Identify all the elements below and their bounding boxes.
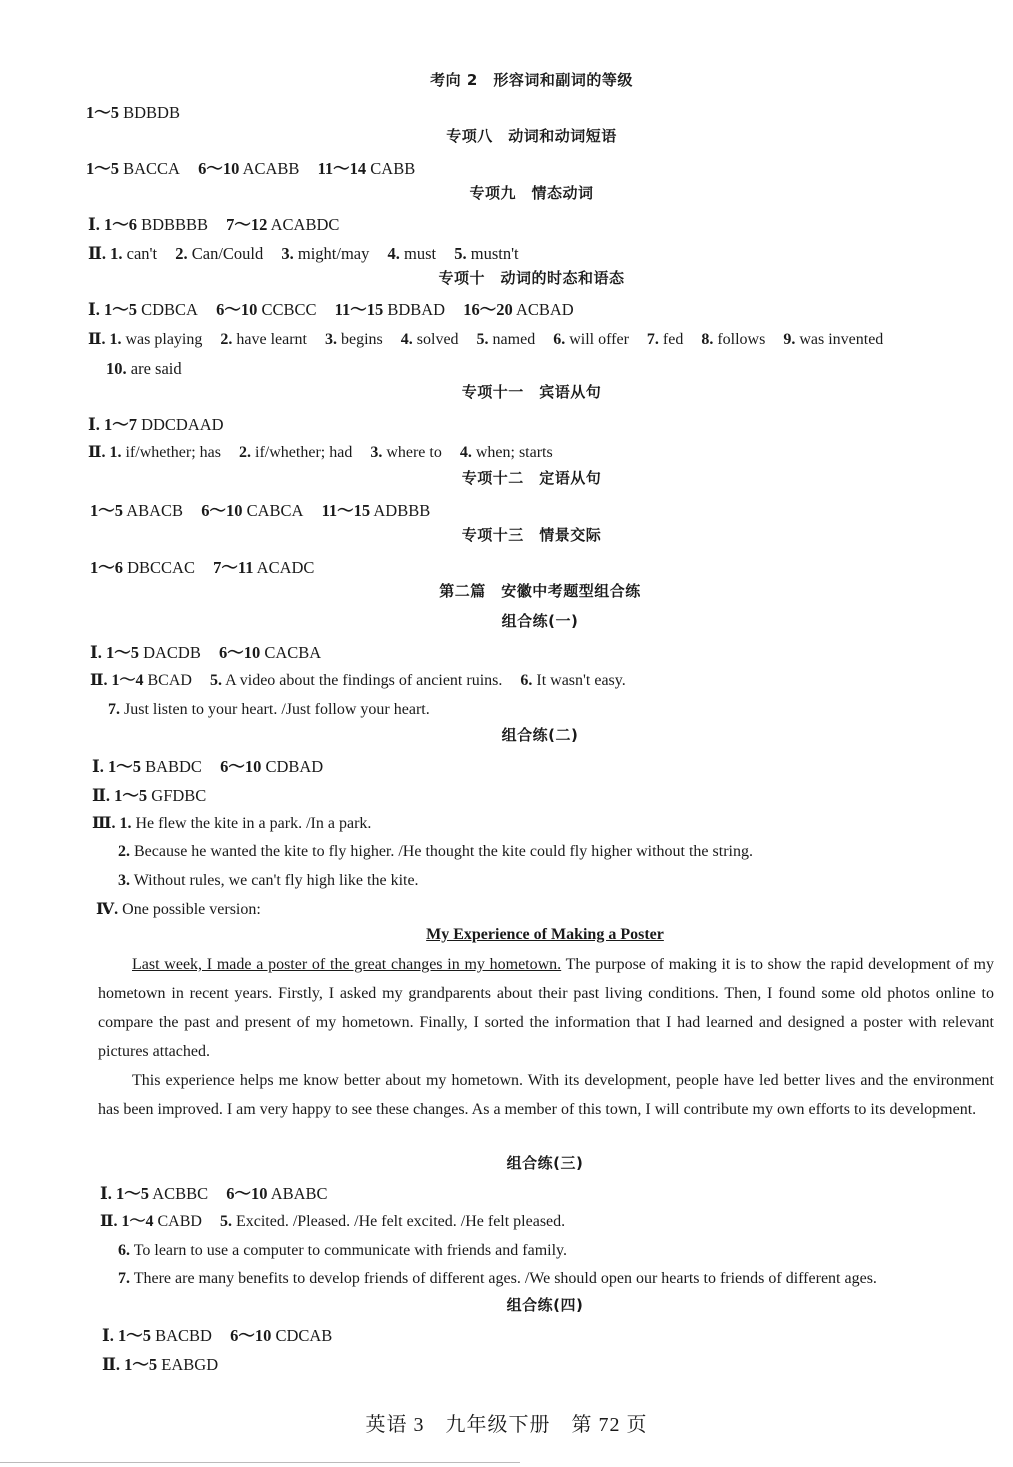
answer-text: Because he wanted the kite to fly higher. /He thought the kite could fly higher without the string. <box>134 843 753 860</box>
answer-key: ADBBB <box>373 501 431 520</box>
item-number: 3. <box>281 244 294 263</box>
answer-key: ACABB <box>242 159 300 178</box>
page-footer: 英语 3 九年级下册 第 72 页 <box>365 1414 648 1436</box>
answer-line <box>92 785 206 807</box>
answer-text: if/whether; has <box>125 444 222 461</box>
roman-numeral: Ⅰ. <box>88 415 100 434</box>
answer-key: BDBBBB <box>141 215 209 234</box>
item-range: 6～10 <box>216 300 258 319</box>
exercise-heading: 组合练(四) <box>506 1296 584 1314</box>
item-range: 1～4 <box>121 1213 154 1230</box>
item-range: 1～5 <box>124 1355 158 1374</box>
answer-text: named <box>492 331 536 348</box>
answer-key: CDBAD <box>265 757 324 776</box>
exercise-heading: 组合练(三) <box>506 1154 584 1172</box>
answer-text: One possible version: <box>122 901 261 918</box>
answer-key: ACADC <box>256 558 315 577</box>
item-number: 2. <box>239 444 252 461</box>
answer-key: CDBCA <box>141 300 198 319</box>
answer-text: if/whether; had <box>255 444 353 461</box>
answer-text: are said <box>130 359 182 378</box>
item-range: 1～6 <box>90 558 123 577</box>
section-heading: 专项十二 定语从句 <box>461 469 602 487</box>
item-range: 1～6 <box>103 215 137 234</box>
answer-key: DDCDAAD <box>141 415 224 434</box>
item-range: 1～5 <box>114 786 148 805</box>
answer-text: fed <box>662 331 684 348</box>
answer-line <box>90 500 444 522</box>
answer-key: ACBAD <box>515 300 574 319</box>
answer-text: might/may <box>297 244 370 263</box>
item-number: 1. <box>109 444 122 461</box>
answer-key: CACBA <box>264 643 322 662</box>
essay-topic-sentence: Last week, I made a poster of the great changes in my hometown. <box>132 956 562 973</box>
answer-line <box>118 870 419 892</box>
answer-key: CDCAB <box>275 1326 333 1345</box>
item-number: 4. <box>400 331 413 348</box>
item-range: 1～5 <box>90 501 123 520</box>
item-range: 1～5 <box>86 103 119 122</box>
answer-line <box>86 102 180 124</box>
section-heading: 专项十一 宾语从句 <box>461 383 602 401</box>
roman-numeral: Ⅱ. <box>88 244 107 263</box>
answer-text: can't <box>126 244 158 263</box>
answer-line <box>118 1240 567 1262</box>
roman-numeral: Ⅳ. <box>96 901 119 918</box>
answer-text: There are many benefits to develop friends of different ages. /We should open our hearts to friends of different ages. <box>133 1270 877 1287</box>
answer-text: where to <box>386 444 442 461</box>
answer-key: ACBBC <box>152 1184 209 1203</box>
item-range: 1～5 <box>86 159 119 178</box>
answer-line <box>88 442 567 464</box>
answer-line <box>96 899 261 921</box>
item-number: 5. <box>219 1213 232 1230</box>
item-number: 6. <box>520 672 533 689</box>
item-range: 7～12 <box>226 215 268 234</box>
answer-line <box>108 699 430 721</box>
answer-key: BABDC <box>145 757 202 776</box>
roman-numeral: Ⅱ. <box>88 331 106 348</box>
item-number: 6. <box>553 331 566 348</box>
item-range: 1～5 <box>107 757 141 776</box>
item-range: 11～15 <box>321 501 371 520</box>
item-range: 1～5 <box>117 1326 151 1345</box>
answer-key: ABACB <box>126 501 184 520</box>
answer-line <box>118 1268 877 1290</box>
answer-text: Excited. /Pleased. /He felt excited. /He felt pleased. <box>235 1213 566 1230</box>
item-range: 1～5 <box>115 1184 149 1203</box>
answer-line <box>90 642 335 664</box>
bottom-rule <box>0 1462 520 1463</box>
exercise-heading: 组合练(一) <box>501 612 579 630</box>
item-range: 11～14 <box>317 159 367 178</box>
answer-text: mustn't <box>470 244 519 263</box>
exercise-heading: 组合练(二) <box>501 726 579 744</box>
item-number: 7. <box>646 331 659 348</box>
essay-paragraph <box>98 1066 994 1124</box>
answer-line <box>88 214 353 236</box>
item-number: 6. <box>118 1242 130 1259</box>
answer-key: BDBDB <box>123 103 180 122</box>
essay-body-text: This experience helps me know better about my hometown. With its development, people have led better lives and the environment has been improved. I am very happy to see these changes. As a member of this town, I will contribute my own efforts to its development. <box>98 1072 994 1118</box>
answer-line <box>102 1354 218 1376</box>
item-range: 1～4 <box>111 672 144 689</box>
answer-key: BCAD <box>147 672 192 689</box>
item-number: 9. <box>783 331 796 348</box>
item-range: 1～7 <box>103 415 137 434</box>
answer-text: have learnt <box>236 331 307 348</box>
answer-key: GFDBC <box>151 786 207 805</box>
roman-numeral: Ⅰ. <box>100 1184 112 1203</box>
answer-text: To learn to use a computer to communicate with friends and family. <box>133 1242 567 1259</box>
answer-text: begins <box>340 331 383 348</box>
item-range: 11～15 <box>334 300 384 319</box>
item-range: 6～10 <box>230 1326 272 1345</box>
answer-key: DBCCAC <box>127 558 195 577</box>
item-number: 3. <box>324 331 337 348</box>
essay-body-text: The purpose of making it is to show the rapid development of my hometown in recent years. Firstly, I asked my grandparents about their past living conditions. Then, I found some old photos online to compare the past and present of my hometown. Finally, I sorted the information that I had learned and designed a poster with relevant pictures attached. <box>98 956 994 1060</box>
roman-numeral: Ⅱ. <box>92 786 111 805</box>
item-number: 2. <box>175 244 188 263</box>
item-number: 4. <box>459 444 472 461</box>
item-range: 6～10 <box>220 757 262 776</box>
answer-text: Without rules, we can't fly high like the kite. <box>133 872 419 889</box>
roman-numeral: Ⅰ. <box>88 215 100 234</box>
item-number: 5. <box>476 331 489 348</box>
answer-key: ACABDC <box>270 215 340 234</box>
answer-key: BACBD <box>155 1326 212 1345</box>
answer-line <box>90 670 640 692</box>
item-range: 6～10 <box>201 501 243 520</box>
item-number: 10. <box>106 359 127 378</box>
essay-title-text: My Experience of Making a Poster <box>426 926 664 943</box>
item-number: 2. <box>220 331 233 348</box>
answer-key: BDBAD <box>387 300 446 319</box>
item-range: 7～11 <box>213 558 254 577</box>
section-heading: 专项十三 情景交际 <box>461 526 602 544</box>
item-range: 16～20 <box>463 300 513 319</box>
item-number: 1. <box>109 331 122 348</box>
item-number: 8. <box>701 331 714 348</box>
answer-line <box>88 414 224 436</box>
item-range: 6～10 <box>226 1184 268 1203</box>
answer-key: ABABC <box>270 1184 328 1203</box>
answer-line <box>88 329 883 351</box>
answer-line <box>88 243 533 265</box>
answer-key: CABCA <box>246 501 304 520</box>
answer-line <box>106 358 182 380</box>
answer-text: will offer <box>569 331 629 348</box>
roman-numeral: Ⅰ. <box>102 1326 114 1345</box>
answer-line <box>92 756 337 778</box>
answer-text: He flew the kite in a park. /In a park. <box>135 815 372 832</box>
answer-key: BACCA <box>123 159 180 178</box>
answer-line <box>88 299 588 321</box>
answer-text: A video about the findings of ancient ruins. <box>225 672 503 689</box>
item-number: 5. <box>454 244 467 263</box>
answer-text: was playing <box>125 331 203 348</box>
answer-text: must <box>404 244 437 263</box>
essay-title <box>0 923 1013 946</box>
answer-key: EABGD <box>161 1355 219 1374</box>
item-number: 1. <box>119 815 132 832</box>
answer-line <box>86 158 429 180</box>
answer-line <box>90 557 328 579</box>
roman-numeral: Ⅱ. <box>102 1355 121 1374</box>
section-heading: 专项八 动词和动词短语 <box>446 127 617 145</box>
answer-key: CABD <box>157 1213 202 1230</box>
essay-paragraph <box>98 950 994 1066</box>
item-number: 4. <box>387 244 400 263</box>
roman-numeral: Ⅰ. <box>90 643 102 662</box>
roman-numeral: Ⅱ. <box>88 444 106 461</box>
item-number: 1. <box>110 244 123 263</box>
roman-numeral: Ⅰ. <box>88 300 100 319</box>
item-range: 1～5 <box>105 643 139 662</box>
answer-text: was invented <box>799 331 884 348</box>
answer-text: Just listen to your heart. /Just follow your heart. <box>124 701 430 718</box>
part-heading: 第二篇 安徽中考题型组合练 <box>439 582 641 600</box>
answer-text: when; starts <box>475 444 553 461</box>
item-range: 1～5 <box>103 300 137 319</box>
section-heading: 专项九 情态动词 <box>469 184 594 202</box>
answer-key: CCBCC <box>261 300 317 319</box>
roman-numeral: Ⅱ. <box>100 1213 118 1230</box>
roman-numeral: Ⅲ. <box>92 815 116 832</box>
item-number: 2. <box>118 843 130 860</box>
roman-numeral: Ⅱ. <box>90 672 108 689</box>
answer-text: Can/Could <box>191 244 264 263</box>
item-number: 5. <box>209 672 222 689</box>
answer-key: CABB <box>370 159 416 178</box>
item-number: 7. <box>108 701 120 718</box>
answer-text: solved <box>416 331 459 348</box>
roman-numeral: Ⅰ. <box>92 757 104 776</box>
item-number: 7. <box>118 1270 130 1287</box>
answer-line <box>100 1183 342 1205</box>
answer-line <box>92 813 371 835</box>
answer-text: follows <box>717 331 766 348</box>
section-heading: 专项十 动词的时态和语态 <box>438 269 625 287</box>
item-number: 3. <box>370 444 383 461</box>
answer-line <box>118 841 753 863</box>
answer-text: It wasn't easy. <box>536 672 626 689</box>
answer-line <box>102 1325 346 1347</box>
item-range: 6～10 <box>218 643 261 662</box>
item-number: 3. <box>118 872 130 889</box>
section-heading: 考向 2 形容词和副词的等级 <box>430 71 633 89</box>
answer-line <box>100 1211 579 1233</box>
answer-key: DACDB <box>143 643 201 662</box>
item-range: 6～10 <box>198 159 240 178</box>
